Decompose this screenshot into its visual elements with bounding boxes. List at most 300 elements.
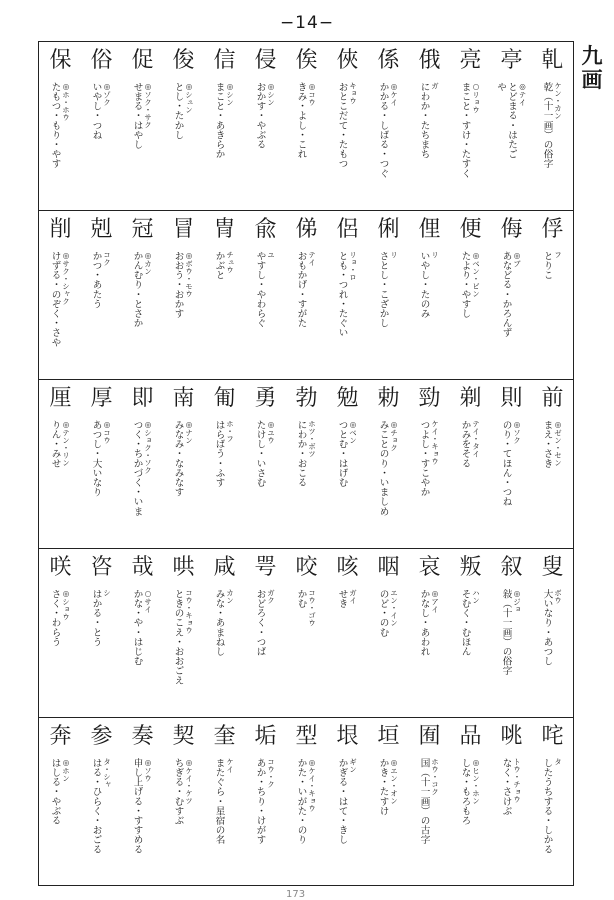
kanji-reading xyxy=(532,251,573,280)
kanji-character: 勃 xyxy=(295,386,318,411)
reading-kun: あか・ちり・けがす xyxy=(254,758,266,845)
reading-on: リ xyxy=(389,251,399,259)
kanji-entry xyxy=(163,549,204,717)
kanji-entry xyxy=(368,549,409,717)
reading-on: ○リョウ xyxy=(471,82,481,114)
kanji-character: 咽 xyxy=(377,555,400,580)
kanji-character: 垠 xyxy=(336,724,359,749)
reading-kun: おかす・やぶる xyxy=(254,82,266,150)
kanji-character: 哉 xyxy=(131,555,154,580)
kanji-reading xyxy=(286,589,327,627)
kanji-entry xyxy=(204,42,245,210)
kanji-reading xyxy=(409,758,450,844)
reading-kun: さく・わらう xyxy=(49,589,61,647)
kanji-character: 前 xyxy=(541,386,564,411)
reading-kun: かな・や・はじむ xyxy=(131,589,143,666)
reading-on: リ xyxy=(430,251,440,259)
reading-on: ◎ブ xyxy=(512,251,522,268)
reading-on: ◎ソウ xyxy=(143,758,153,782)
kanji-reading xyxy=(204,758,245,844)
reading-kun: はる・ひらく・おごる xyxy=(90,758,102,854)
kanji-reading xyxy=(450,82,491,178)
reading-on: チュウ xyxy=(225,251,235,274)
reading-on: コウ・ク xyxy=(266,758,276,788)
reading-on: ◎チョク xyxy=(389,420,399,452)
kanji-entry xyxy=(245,42,286,210)
kanji-reading xyxy=(245,82,286,149)
reading-on: ◎ナン xyxy=(184,420,194,444)
kanji-entry xyxy=(409,718,450,887)
reading-on: ケイ xyxy=(225,758,235,773)
kanji-character: 乹 xyxy=(541,48,564,73)
reading-kun: とりこ xyxy=(541,251,553,280)
reading-kun: みな・あまねし xyxy=(213,589,225,657)
kanji-character: 促 xyxy=(131,48,154,73)
kanji-entry xyxy=(532,549,573,717)
reading-kun: たより・やすし xyxy=(459,251,471,319)
kanji-entry xyxy=(163,718,204,887)
reading-on: ◎ユウ xyxy=(266,420,276,444)
reading-kun: 敍（十一画）の俗字 xyxy=(500,589,512,676)
kanji-entry xyxy=(491,549,532,717)
kanji-reading xyxy=(81,758,122,854)
kanji-entry xyxy=(327,211,368,379)
reading-on: ○サイ xyxy=(143,589,153,613)
kanji-character: 亭 xyxy=(500,48,523,73)
kanji-reading xyxy=(81,251,122,309)
reading-kun: ちぎる・むすぶ xyxy=(172,758,184,826)
kanji-character: 冑 xyxy=(213,217,236,242)
kanji-character: 俗 xyxy=(90,48,113,73)
kanji-reading xyxy=(368,251,409,328)
reading-kun: たけし・いさむ xyxy=(254,420,266,488)
reading-on: ボウ xyxy=(553,589,563,604)
reading-on: ◎ケイ・ケツ xyxy=(184,758,194,805)
reading-on: ◎ベン xyxy=(348,420,358,444)
kanji-entry xyxy=(491,42,532,210)
kanji-character: 奏 xyxy=(131,724,154,749)
reading-on: ◎ボウ・モウ xyxy=(184,251,194,298)
kanji-entry xyxy=(286,549,327,717)
kanji-reading xyxy=(163,82,204,140)
kanji-entry xyxy=(245,211,286,379)
kanji-character: 勉 xyxy=(336,386,359,411)
kanji-character: 削 xyxy=(49,217,72,242)
kanji-entry xyxy=(81,42,122,210)
kanji-entry xyxy=(122,42,163,210)
kanji-entry xyxy=(40,718,81,887)
kanji-entry xyxy=(163,380,204,548)
reading-kun: や xyxy=(495,82,506,92)
kanji-character: 咤 xyxy=(541,724,564,749)
reading-kun: つとむ・はげむ xyxy=(336,420,348,488)
reading-kun: またぐら・星宿の名 xyxy=(213,758,225,845)
kanji-character: 参 xyxy=(90,724,113,749)
kanji-character: 冠 xyxy=(131,217,154,242)
kanji-reading xyxy=(491,589,532,675)
kanji-reading xyxy=(327,251,368,337)
kanji-reading xyxy=(450,589,491,656)
kanji-entry xyxy=(245,380,286,548)
reading-on: ◎テン・リン xyxy=(61,420,71,467)
kanji-character: 咸 xyxy=(213,555,236,580)
kanji-reading xyxy=(40,420,81,468)
reading-on: ◎アイ xyxy=(430,589,440,613)
kanji-character: 厚 xyxy=(90,386,113,411)
kanji-entry xyxy=(122,718,163,887)
reading-kun: かつ・あたう xyxy=(90,251,102,309)
reading-kun: つく・ちかづく・いま xyxy=(131,420,143,516)
kanji-character: 保 xyxy=(49,48,72,73)
kanji-row xyxy=(39,42,573,211)
reading-on: ◎コウ xyxy=(102,420,112,444)
kanji-reading xyxy=(286,251,327,328)
kanji-character: 便 xyxy=(459,217,482,242)
reading-kun: したうちする・しかる xyxy=(541,758,553,854)
kanji-reading xyxy=(163,589,204,685)
kanji-entry xyxy=(163,211,204,379)
reading-on: コウ・ゴウ xyxy=(307,589,317,627)
reading-kun: おおう・おかす xyxy=(172,251,184,319)
kanji-entry xyxy=(327,380,368,548)
kanji-entry xyxy=(532,718,573,887)
page-footer-mark: 173 xyxy=(286,889,306,900)
kanji-reading xyxy=(409,251,450,318)
kanji-entry xyxy=(491,211,532,379)
kanji-reading xyxy=(163,758,204,825)
kanji-reading xyxy=(286,420,327,487)
kanji-reading xyxy=(204,82,245,159)
reading-kun: かき・たすけ xyxy=(377,758,389,816)
kanji-entry xyxy=(327,718,368,887)
reading-on: テイ xyxy=(307,251,317,266)
reading-kun: おとこだて・たもつ xyxy=(336,82,348,169)
kanji-reading xyxy=(491,420,532,506)
reading-kun: たもつ・もり・やす xyxy=(49,82,61,169)
reading-kun: せまる・はやし xyxy=(131,82,143,150)
reading-on: ホウ・コク xyxy=(430,758,440,796)
kanji-entry xyxy=(491,380,532,548)
reading-kun: かんむり・とさか xyxy=(131,251,143,328)
reading-kun: せき xyxy=(336,589,348,609)
reading-on: ユ xyxy=(266,251,276,259)
kanji-character: 侮 xyxy=(500,217,523,242)
reading-on: キョウ xyxy=(348,82,358,105)
reading-on: ガ xyxy=(430,82,440,90)
kanji-entry xyxy=(409,380,450,548)
kanji-reading xyxy=(122,589,163,666)
kanji-reading xyxy=(286,82,327,159)
reading-on: エン・イン xyxy=(389,589,399,627)
kanji-character: 勇 xyxy=(254,386,277,411)
kanji-entry xyxy=(163,42,204,210)
reading-kun: まこと・すけ・たすく xyxy=(459,82,471,178)
kanji-reading xyxy=(81,589,122,647)
reading-kun: かぎる・はて・きし xyxy=(336,758,348,845)
kanji-character: 南 xyxy=(172,386,195,411)
reading-kun: はしる・やぶる xyxy=(49,758,61,826)
kanji-entry xyxy=(368,211,409,379)
reading-kun: はかる・とう xyxy=(90,589,102,647)
kanji-character: 亮 xyxy=(459,48,482,73)
kanji-entry xyxy=(204,549,245,717)
kanji-entry xyxy=(327,42,368,210)
kanji-reading xyxy=(163,251,204,318)
kanji-character: 厘 xyxy=(49,386,72,411)
kanji-reading xyxy=(532,589,573,666)
kanji-entry xyxy=(450,42,491,210)
reading-kun: しな・もろもろ xyxy=(459,758,471,826)
kanji-entry xyxy=(204,718,245,887)
kanji-entry xyxy=(81,211,122,379)
reading-on: ◎シュン xyxy=(184,82,194,114)
kanji-entry xyxy=(532,380,573,548)
kanji-entry xyxy=(122,549,163,717)
kanji-entry xyxy=(40,380,81,548)
reading-kun: 乾（十一画）の俗字 xyxy=(541,82,553,169)
kanji-entry xyxy=(286,211,327,379)
reading-on: ガイ xyxy=(348,589,358,604)
reading-kun: あつし・大いなり xyxy=(90,420,102,497)
kanji-entry xyxy=(368,42,409,210)
reading-on: コウ・キョウ xyxy=(184,589,194,634)
kanji-character: 品 xyxy=(459,724,482,749)
kanji-reading xyxy=(409,82,450,159)
kanji-entry xyxy=(81,380,122,548)
reading-on: ◎シン xyxy=(266,82,276,106)
reading-kun: みことのり・いましめ xyxy=(377,420,389,516)
kanji-reading xyxy=(40,251,81,347)
kanji-reading xyxy=(245,420,286,487)
kanji-character: 叟 xyxy=(541,555,564,580)
kanji-entry xyxy=(532,42,573,210)
reading-on: ホツ・ボツ xyxy=(307,420,317,458)
reading-kun: かなし・あわれ xyxy=(418,589,430,657)
kanji-reading xyxy=(368,758,409,816)
kanji-character: 係 xyxy=(377,48,400,73)
kanji-character: 型 xyxy=(295,724,318,749)
reading-kun: 申し上げる・すすめる xyxy=(131,758,143,854)
kanji-character: 勅 xyxy=(377,386,400,411)
reading-on: ◎ソク xyxy=(512,420,522,444)
kanji-character: 信 xyxy=(213,48,236,73)
reading-kun: やすし・やわらぐ xyxy=(254,251,266,328)
reading-kun: おもかげ・すがた xyxy=(295,251,307,328)
reading-kun: あなどる・かろんず xyxy=(500,251,512,338)
reading-on: タ xyxy=(553,758,563,766)
kanji-character: 俄 xyxy=(418,48,441,73)
kanji-reading xyxy=(122,82,163,149)
kanji-entry xyxy=(122,211,163,379)
kanji-reading xyxy=(163,420,204,497)
page-number: −14− xyxy=(279,13,335,33)
reading-kun: にわか・たちまち xyxy=(418,82,430,159)
reading-kun: いやし・つね xyxy=(90,82,102,140)
kanji-entry xyxy=(81,549,122,717)
reading-on: ◎ゾク xyxy=(102,82,112,106)
kanji-reading xyxy=(532,758,573,854)
kanji-reading xyxy=(122,420,163,516)
kanji-entry xyxy=(40,211,81,379)
reading-on: ケイ・キョウ xyxy=(430,420,440,465)
kanji-entry xyxy=(409,549,450,717)
kanji-character: 囿 xyxy=(418,724,441,749)
kanji-reading xyxy=(409,589,450,656)
kanji-reading xyxy=(122,758,163,854)
kanji-character: 咬 xyxy=(295,555,318,580)
kanji-character: 俐 xyxy=(377,217,400,242)
kanji-character: 剋 xyxy=(90,217,113,242)
kanji-entry xyxy=(532,211,573,379)
reading-kun: ときのこえ・おおごえ xyxy=(172,589,184,685)
reading-kun: とどまる・はたご xyxy=(506,82,517,159)
kanji-character: 剃 xyxy=(459,386,482,411)
kanji-character: 俠 xyxy=(336,48,359,73)
kanji-reading xyxy=(204,420,245,487)
kanji-reading xyxy=(450,758,491,825)
reading-on: リョ・ロ xyxy=(348,251,358,281)
reading-on: ◎エン・オン xyxy=(389,758,399,805)
kanji-reading xyxy=(327,758,368,844)
reading-kun: 大いなり・あつし xyxy=(541,589,553,666)
kanji-character: 哀 xyxy=(418,555,441,580)
kanji-reading xyxy=(368,82,409,178)
kanji-character: 俚 xyxy=(418,217,441,242)
kanji-entry xyxy=(40,549,81,717)
reading-kun: なく・さけぶ xyxy=(500,758,512,816)
reading-kun: にわか・おこる xyxy=(295,420,307,488)
kanji-reading xyxy=(204,251,245,280)
kanji-row xyxy=(39,718,573,887)
reading-on: ギン xyxy=(348,758,358,773)
kanji-reading xyxy=(286,758,327,844)
reading-kun: かかる・しばる・つぐ xyxy=(377,82,389,178)
kanji-character: 咳 xyxy=(336,555,359,580)
kanji-character: 勁 xyxy=(418,386,441,411)
reading-on: タ・シャ xyxy=(102,758,112,788)
kanji-character: 俘 xyxy=(541,217,564,242)
kanji-table xyxy=(38,41,574,886)
kanji-entry xyxy=(286,380,327,548)
kanji-entry xyxy=(286,718,327,887)
reading-on: ◎ジョ xyxy=(512,589,522,613)
reading-on: ◎ソク・サク xyxy=(143,82,153,129)
kanji-character: 兪 xyxy=(254,217,277,242)
reading-kun: とし・たかし xyxy=(172,82,184,140)
reading-kun: かむ xyxy=(295,589,307,609)
reading-kun: さとし・こざかし xyxy=(377,251,389,328)
kanji-entry xyxy=(368,380,409,548)
kanji-reading xyxy=(491,251,532,337)
kanji-character: 哄 xyxy=(172,555,195,580)
section-tab-char: 画 xyxy=(581,68,603,92)
reading-on: ◎ホ・ホウ xyxy=(61,82,71,121)
kanji-reading xyxy=(368,420,409,516)
kanji-character: 則 xyxy=(500,386,523,411)
kanji-entry xyxy=(409,42,450,210)
kanji-entry xyxy=(40,42,81,210)
kanji-reading xyxy=(409,420,450,497)
kanji-reading xyxy=(81,82,122,140)
kanji-character: 咷 xyxy=(500,724,523,749)
reading-on: ◎テイ xyxy=(518,82,527,106)
reading-kun: まえ・さき xyxy=(541,420,553,468)
kanji-reading xyxy=(368,589,409,637)
reading-kun: 国（十一画）の古字 xyxy=(418,758,430,845)
reading-kun: そむく・むほん xyxy=(459,589,471,657)
reading-on: ◎ケイ xyxy=(389,82,399,106)
reading-on: ケン・カン xyxy=(553,82,563,120)
kanji-character: 垣 xyxy=(377,724,400,749)
kanji-reading xyxy=(40,82,81,168)
kanji-reading xyxy=(81,420,122,497)
reading-on: ◎シン xyxy=(225,82,235,106)
reading-on: ◎コウ xyxy=(307,82,317,106)
reading-kun: かみをそる xyxy=(459,420,471,468)
kanji-entry xyxy=(122,380,163,548)
kanji-character: 即 xyxy=(131,386,154,411)
kanji-reading xyxy=(327,82,368,168)
reading-on: ホ・フ xyxy=(225,420,235,443)
kanji-entry xyxy=(409,211,450,379)
reading-kun: のど・のむ xyxy=(377,589,389,637)
kanji-character: 侶 xyxy=(336,217,359,242)
reading-kun: のり・てほん・つね xyxy=(500,420,512,507)
reading-on: ガク xyxy=(266,589,276,604)
reading-on: コク xyxy=(102,251,112,266)
kanji-reading xyxy=(450,420,491,468)
kanji-entry xyxy=(245,718,286,887)
reading-on: ◎ゼン・セン xyxy=(553,420,563,467)
kanji-entry xyxy=(286,42,327,210)
kanji-character: 俟 xyxy=(295,48,318,73)
kanji-entry xyxy=(491,718,532,887)
kanji-entry xyxy=(368,718,409,887)
kanji-entry xyxy=(81,718,122,887)
section-tab xyxy=(578,44,606,92)
reading-on: ◎カン xyxy=(143,251,153,275)
section-tab-char: 九 xyxy=(581,44,603,68)
kanji-character: 奔 xyxy=(49,724,72,749)
kanji-reading xyxy=(327,589,368,608)
kanji-reading xyxy=(245,589,286,656)
reading-kun: はらばう・ふす xyxy=(213,420,225,488)
reading-on: トウ・チョウ xyxy=(512,758,522,803)
kanji-character: 契 xyxy=(172,724,195,749)
reading-on: ◎ヒン・ホン xyxy=(471,758,481,805)
kanji-reading xyxy=(122,251,163,328)
kanji-character: 咨 xyxy=(90,555,113,580)
reading-on: カン xyxy=(225,589,235,604)
kanji-character: 俤 xyxy=(295,217,318,242)
kanji-reading xyxy=(450,251,491,318)
reading-kun: いやし・たのみ xyxy=(418,251,430,319)
kanji-entry xyxy=(450,549,491,717)
kanji-reading xyxy=(245,251,286,328)
kanji-reading xyxy=(204,589,245,656)
kanji-reading xyxy=(532,82,573,168)
reading-on: ◎ケイ・キョウ xyxy=(307,758,317,812)
reading-on: フ xyxy=(553,251,563,259)
kanji-reading xyxy=(491,82,532,159)
kanji-reading xyxy=(491,758,532,816)
reading-kun: かぶと xyxy=(213,251,225,280)
kanji-character: 冒 xyxy=(172,217,195,242)
kanji-character: 垢 xyxy=(254,724,277,749)
kanji-entry xyxy=(450,211,491,379)
kanji-character: 俊 xyxy=(172,48,195,73)
kanji-entry xyxy=(450,718,491,887)
